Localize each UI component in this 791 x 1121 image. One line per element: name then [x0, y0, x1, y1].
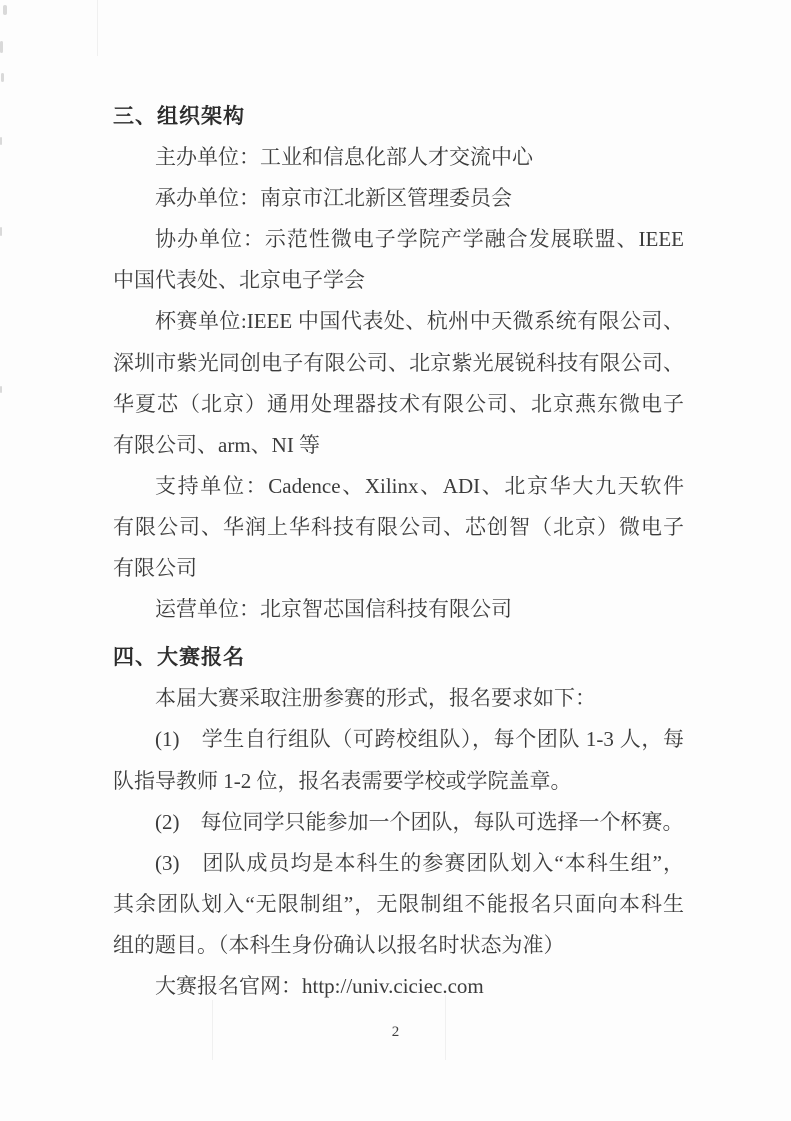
text-line: 主办单位：工业和信息化部人才交流中心 [155, 145, 533, 170]
text-line: 杯赛单位:IEEE 中国代表处、杭州中天微系统有限公司、 [155, 309, 684, 334]
paragraph [113, 802, 684, 843]
text-line: 支持单位：Cadence、Xilinx、ADI、北京华大九天软件 [155, 473, 684, 498]
page-number: 2 [391, 1024, 400, 1040]
text-line: 大赛报名官网：http://univ.ciciec.com [155, 973, 484, 998]
text-line: 深圳市紫光同创电子有限公司、北京紫光展锐科技有限公司、 [113, 350, 684, 375]
text-line: 本届大赛采取注册参赛的形式，报名要求如下： [155, 686, 596, 711]
paragraph [113, 678, 684, 719]
text-line: (1) 学生自行组队（可跨校组队），每个团队 1-3 人，每 [155, 727, 684, 752]
paragraph [113, 966, 684, 1007]
section-heading-registration: 四、大赛报名 [113, 646, 245, 670]
text-line: 队指导教师 1-2 位，报名表需要学校或学院盖章。 [113, 768, 572, 793]
paragraph [113, 719, 684, 801]
scan-artifact [0, 227, 2, 236]
scan-artifact [0, 41, 3, 53]
paragraph [113, 589, 684, 630]
text-line: 承办单位：南京市江北新区管理委员会 [155, 186, 512, 211]
text-line: 有限公司、arm、NI 等 [113, 432, 321, 457]
section-heading-organization: 三、组织架构 [113, 105, 245, 128]
paragraph [113, 219, 684, 301]
text-line: (2) 每位同学只能参加一个团队，每队可选择一个杯赛。 [155, 809, 684, 834]
document-body [113, 96, 684, 1007]
paragraph [113, 466, 684, 589]
scan-streak [97, 0, 98, 56]
text-line: 协办单位：示范性微电子学院产学融合发展联盟、IEEE [155, 227, 684, 252]
text-line: 有限公司、华润上华科技有限公司、芯创智（北京）微电子 [113, 514, 684, 539]
text-line: 有限公司 [113, 556, 197, 581]
paragraph [113, 178, 684, 219]
text-line: (3) 团队成员均是本科生的参赛团队划入“本科生组”， [155, 850, 684, 875]
text-line: 组的题目。（本科生身份确认以报名时状态为准） [113, 932, 565, 957]
paragraph [113, 843, 684, 966]
scan-artifact [0, 137, 2, 145]
text-line: 运营单位：北京智芯国信科技有限公司 [155, 597, 512, 622]
paragraph [113, 137, 684, 178]
scan-artifact [1, 73, 4, 82]
scan-artifact [3, 5, 7, 15]
scan-artifact [0, 386, 2, 393]
paragraph [113, 301, 684, 465]
text-line: 华夏芯（北京）通用处理器技术有限公司、北京燕东微电子 [113, 391, 684, 416]
text-line: 其余团队划入“无限制组”，无限制组不能报名只面向本科生 [113, 891, 684, 916]
text-line: 中国代表处、北京电子学会 [113, 268, 365, 293]
